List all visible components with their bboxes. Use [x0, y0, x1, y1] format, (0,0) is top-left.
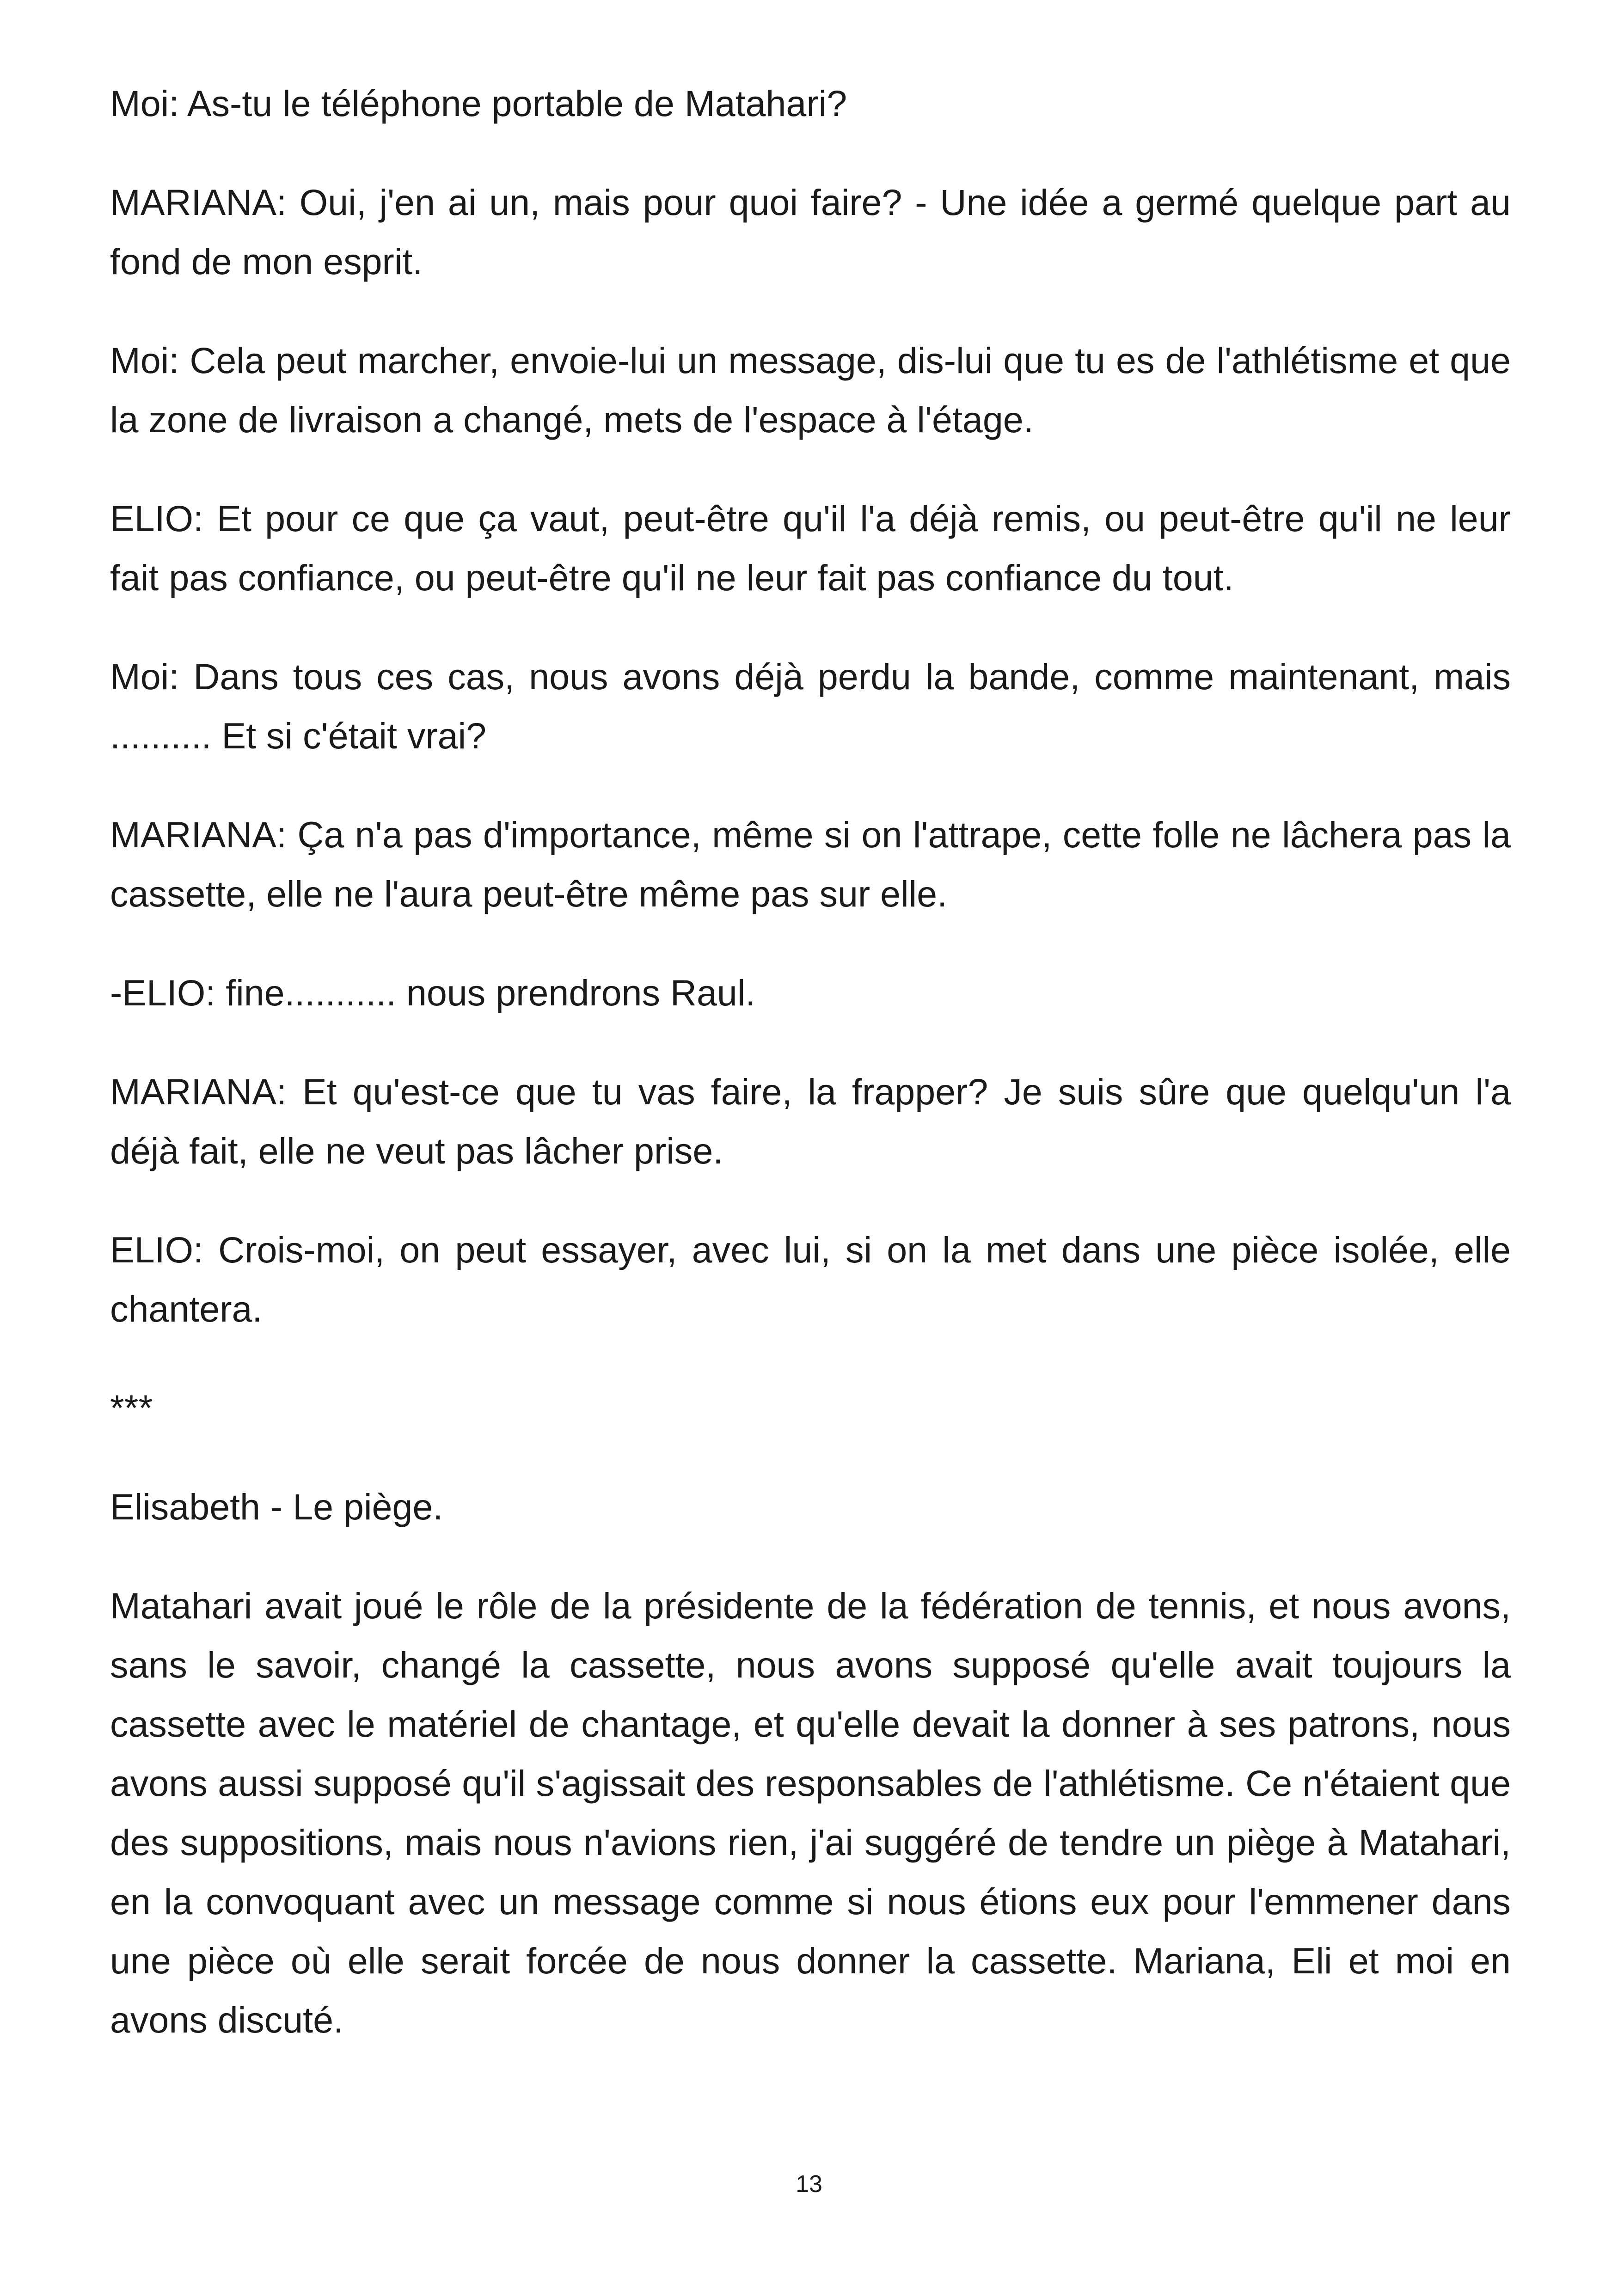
- narrative-paragraph: Matahari avait joué le rôle de la présidente de la fédération de tennis, et nous avons, sans le savoir, changé la cassette, nous avons supposé qu'elle avait toujours la cassette avec le matériel de chantage, et qu'elle devait la donner à ses patrons, nous avons aussi supposé qu'il s'agissait des responsables de l'athlétisme. Ce n'étaient que des suppositions, mais nous n'avions rien, j'ai suggéré de tendre un piège à Matahari, en la convoquant avec un message comme si nous étions eux pour l'emmener dans une pièce où elle serait forcée de nous donner la cassette. Mariana, Eli et moi en avons discuté.: [110, 1585, 1511, 2040]
- page-body: [110, 74, 1511, 2089]
- dialogue-line: Moi: As-tu le téléphone portable de Matahari?: [110, 83, 847, 124]
- dialogue-line: MARIANA: Oui, j'en ai un, mais pour quoi faire? - Une idée a germé quelque part au fond de mon esprit.: [110, 182, 1511, 282]
- dialogue-line: MARIANA: Et qu'est-ce que tu vas faire, la frapper? Je suis sûre que quelqu'un l'a déjà fait, elle ne veut pas lâcher prise.: [110, 1071, 1511, 1171]
- page-number: 13: [796, 2171, 822, 2198]
- section-separator: ***: [110, 1387, 153, 1428]
- dialogue-line: Moi: Cela peut marcher, envoie-lui un message, dis-lui que tu es de l'athlétisme et que la zone de livraison a changé, mets de l'espace à l'étage.: [110, 340, 1511, 440]
- dialogue-line: -ELIO: fine........... nous prendrons Raul.: [110, 972, 756, 1013]
- dialogue-line: Moi: Dans tous ces cas, nous avons déjà perdu la bande, comme maintenant, mais .......... Et si c'était vrai?: [110, 656, 1511, 756]
- dialogue-line: MARIANA: Ça n'a pas d'importance, même si on l'attrape, cette folle ne lâchera pas la cassette, elle ne l'aura peut-être même pas sur elle.: [110, 814, 1511, 914]
- dialogue-line: ELIO: Et pour ce que ça vaut, peut-être qu'il l'a déjà remis, ou peut-être qu'il ne leur fait pas confiance, ou peut-être qu'il ne leur fait pas confiance du tout.: [110, 498, 1511, 598]
- section-heading: Elisabeth - Le piège.: [110, 1486, 443, 1527]
- dialogue-line: ELIO: Crois-moi, on peut essayer, avec lui, si on la met dans une pièce isolée, elle chantera.: [110, 1229, 1511, 1329]
